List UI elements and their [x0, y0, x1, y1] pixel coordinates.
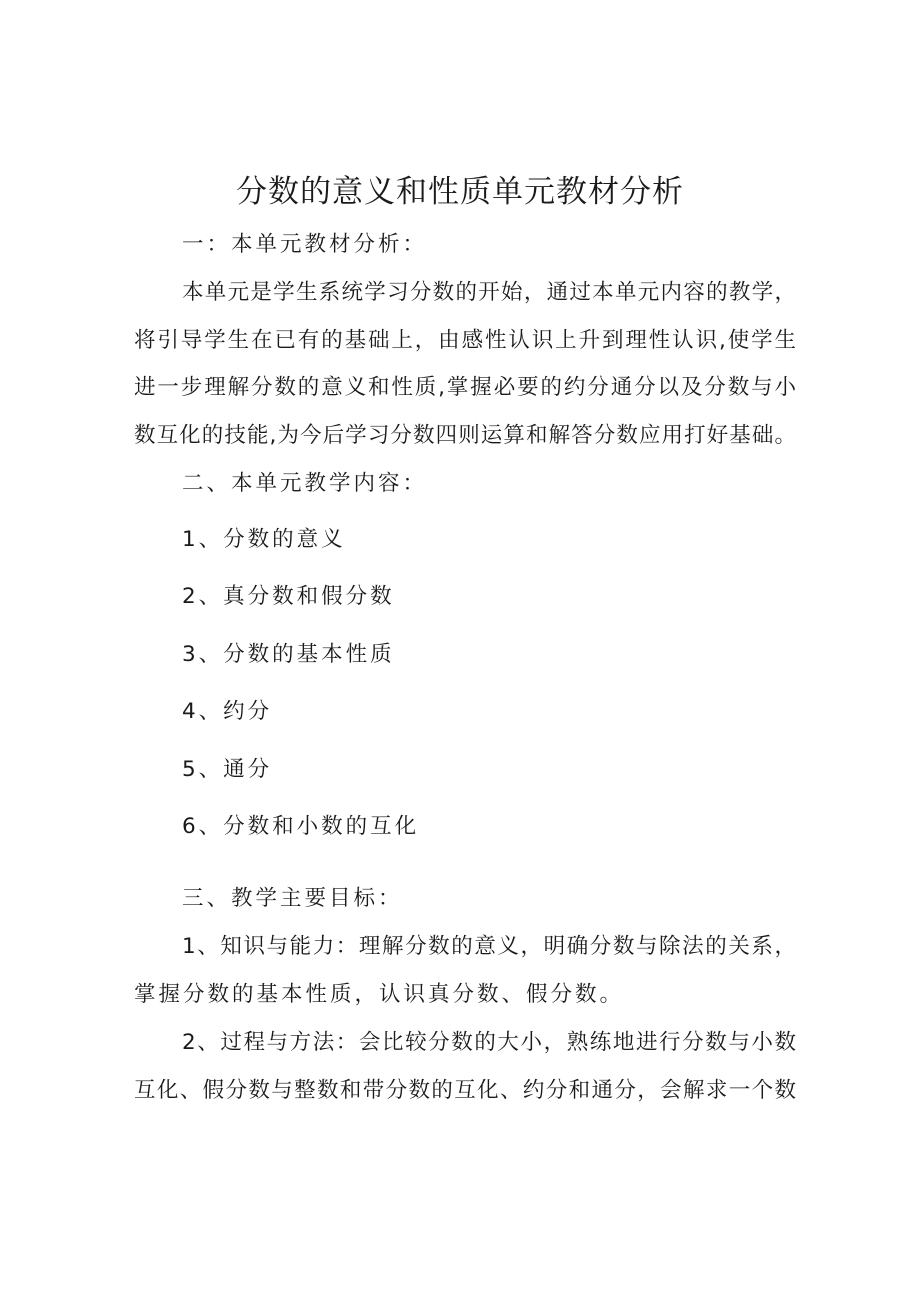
goal-2-line: 互化、假分数与整数和带分数的互化、约分和通分，会解求一个数	[134, 1078, 796, 1103]
content-list-item: 4、约分	[182, 699, 273, 724]
goal-1-line: 1、知识与能力：理解分数的意义，明确分数与除法的关系，	[182, 934, 796, 959]
document-title: 分数的意义和性质单元教材分析	[236, 174, 684, 210]
content-list-item: 2、真分数和假分数	[182, 584, 395, 609]
section-2-heading: 二、本单元教学内容：	[182, 471, 428, 496]
goal-1-line: 掌握分数的基本性质，认识真分数、假分数。	[134, 982, 625, 1007]
section-1-paragraph-line: 本单元是学生系统学习分数的开始，通过本单元内容的教学，	[182, 280, 796, 305]
section-1-paragraph-line: 将引导学生在已有的基础上，由感性认识上升到理性认识,使学生	[134, 328, 796, 353]
section-1-paragraph-line: 进一步理解分数的意义和性质,掌握必要的约分通分以及分数与小	[134, 375, 796, 400]
content-list-item: 5、通分	[182, 757, 273, 782]
section-1-heading: 一：本单元教材分析：	[182, 232, 428, 257]
section-3-heading: 三、教学主要目标：	[182, 886, 403, 911]
content-list-item: 1、分数的意义	[182, 527, 346, 552]
content-list-item: 3、分数的基本性质	[182, 642, 395, 667]
section-1-paragraph-line: 数互化的技能,为今后学习分数四则运算和解答分数应用打好基础。	[134, 423, 796, 448]
goal-2-line: 2、过程与方法：会比较分数的大小，熟练地进行分数与小数	[182, 1030, 796, 1055]
content-list-item: 6、分数和小数的互化	[182, 814, 420, 839]
